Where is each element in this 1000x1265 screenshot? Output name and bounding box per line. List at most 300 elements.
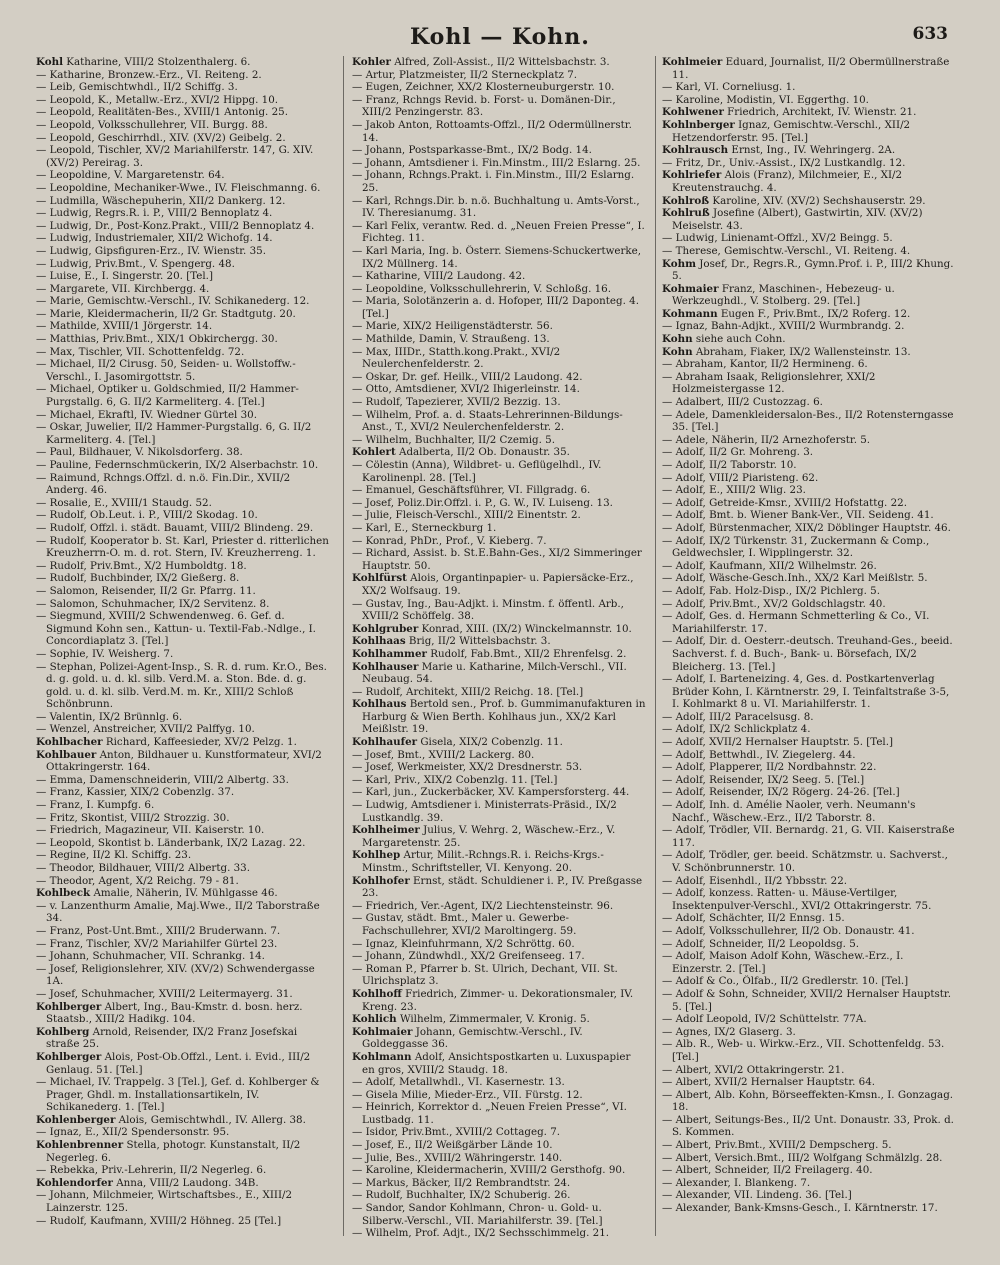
entry-text: — Emanuel, Geschäftsführer, VI. Fillgradg. 6. bbox=[352, 484, 591, 497]
entry-surname: Kohn bbox=[662, 345, 693, 358]
directory-entry bbox=[352, 547, 646, 572]
directory-entry bbox=[36, 1189, 330, 1214]
entry-surname: Kohlmeier bbox=[662, 56, 723, 68]
directory-entry bbox=[352, 1164, 646, 1177]
directory-entry bbox=[36, 1051, 330, 1076]
entry-text: — Adolf, Bürstenmacher, XIX/2 Döblinger Hauptstr. 46. bbox=[662, 521, 951, 534]
entry-text: Anna, VIII/2 Laudong. 34B. bbox=[116, 1176, 259, 1189]
directory-entry bbox=[352, 572, 646, 597]
entry-text: — Rudolf, Ob.Leut. i. P., VIII/2 Skodag. 10. bbox=[36, 509, 258, 522]
entry-text: — Adolf, Plapperer, II/2 Nordbahnstr. 22. bbox=[662, 761, 877, 774]
directory-entry bbox=[352, 383, 646, 396]
entry-surname: Kohlbeck bbox=[36, 887, 91, 900]
directory-entry bbox=[352, 484, 646, 497]
entry-text: Amalie, Näherin, IV. Mühlgasse 46. bbox=[93, 887, 278, 900]
entry-text: Josefine (Albert), Gastwirtin, XIV. (XV/2) Meiselstr. 43. bbox=[672, 207, 923, 232]
entry-text: Gisela, XIX/2 Cobenzlg. 11. bbox=[420, 736, 563, 749]
entry-text: — Adolf, Reisender, IX/2 Seeg. 5. [Tel.] bbox=[662, 773, 865, 786]
entry-text: — Adolf, IX/2 Schlickplatz 4. bbox=[662, 723, 811, 736]
column-divider bbox=[343, 56, 344, 1236]
entry-text: — Albert, XVII/2 Hernalser Hauptstr. 64. bbox=[662, 1076, 876, 1089]
directory-entry bbox=[36, 824, 330, 837]
entry-text: Karoline, XIV. (XV/2) Sechshauserstr. 29. bbox=[712, 194, 926, 207]
directory-entry bbox=[352, 522, 646, 535]
entry-surname: Kohlhaas bbox=[352, 635, 406, 648]
entry-text: Abraham, Fiaker, IX/2 Wallensteinstr. 13. bbox=[695, 345, 911, 358]
directory-entry bbox=[36, 446, 330, 459]
directory-entry bbox=[662, 396, 956, 409]
directory-entry bbox=[36, 535, 330, 560]
entry-text: — Adolf Leopold, IV/2 Schüttelstr. 77A. bbox=[662, 1013, 867, 1026]
entry-text: — Karl, Priv., XIX/2 Cobenzlg. 11. [Tel.] bbox=[352, 773, 558, 786]
entry-text: — Adolf, IX/2 Türkenstr. 31, Zuckermann & Comp., Geldwechsler, I. Wipplingerstr. 32. bbox=[662, 534, 930, 560]
entry-text: — Marie, Kleidermacherin, II/2 Gr. Stadtgutg. 20. bbox=[36, 307, 296, 320]
entry-text: Rudolf, Fab.Bmt., XII/2 Ehrenfelsg. 2. bbox=[430, 647, 627, 660]
entry-surname: Kohm bbox=[662, 257, 696, 270]
directory-entry bbox=[352, 938, 646, 951]
directory-entry bbox=[662, 1189, 956, 1202]
directory-entry bbox=[36, 346, 330, 359]
directory-entry bbox=[36, 900, 330, 925]
entry-surname: Kohlmaier bbox=[352, 1025, 413, 1038]
entry-text: — Rudolf, Buchbinder, IX/2 Gießerg. 8. bbox=[36, 572, 240, 585]
directory-entry bbox=[662, 761, 956, 774]
directory-entry bbox=[662, 497, 956, 510]
entry-text: — Johann, Schuhmacher, VII. Schrankg. 14. bbox=[36, 950, 265, 963]
directory-entry bbox=[662, 610, 956, 635]
entry-text: — Ludwig, Dr., Post-Konz.Prakt., VIII/2 Bennoplatz 4. bbox=[36, 219, 315, 232]
directory-entry bbox=[36, 862, 330, 875]
directory-entry bbox=[352, 270, 646, 283]
directory-entry bbox=[662, 711, 956, 724]
directory-entry bbox=[662, 169, 956, 194]
entry-text: — Pauline, Federnschmückerin, IX/2 Alserbachstr. 10. bbox=[36, 459, 319, 471]
entry-text: — Salomon, Schuhmacher, IX/2 Servitenz. 8. bbox=[36, 597, 270, 610]
entry-text: — Rudolf, Priv.Bmt., X/2 Humboldtg. 18. bbox=[36, 559, 247, 572]
entry-text: — Adolf, Bettwhdl., IV. Ziegelerg. 44. bbox=[662, 748, 856, 761]
entry-text: — Roman P., Pfarrer b. St. Ulrich, Dechant, VII. St. Ulrichsplatz 3. bbox=[352, 962, 618, 988]
entry-text: — Josef, Religionslehrer, XIV. (XV/2) Schwendergasse 1A. bbox=[36, 962, 315, 988]
entry-text: — Adalbert, III/2 Custozzag. 6. bbox=[662, 396, 823, 409]
entry-text: — Franz, Post-Unt.Bmt., XIII/2 Bruderwann. 7. bbox=[36, 924, 281, 937]
directory-entry bbox=[662, 1114, 956, 1139]
directory-entry bbox=[352, 220, 646, 245]
directory-entry bbox=[662, 484, 956, 497]
entry-text: — Konrad, PhDr., Prof., V. Kieberg. 7. bbox=[352, 534, 547, 547]
entry-text: — Heinrich, Korrektor d. „Neuen Freien Presse“, VI. Lustbadg. 11. bbox=[352, 1101, 627, 1126]
entry-text: Bertold sen., Prof. b. Gummimanufakturen in Harburg & Wien Berth. Kohlhaus jun., XX/2 Karl Meißlstr. 19. bbox=[362, 698, 646, 736]
entry-text: — Fritz, Dr., Univ.-Assist., IX/2 Lustkandlg. 12. bbox=[662, 156, 906, 169]
entry-text: — Josef, E., II/2 Weißgärber Lände 10. bbox=[352, 1139, 553, 1152]
directory-entry bbox=[352, 144, 646, 157]
entry-surname: Kohlheimer bbox=[352, 824, 420, 837]
entry-text: — Artur, Platzmeister, II/2 Sterneckplatz 7. bbox=[352, 68, 578, 81]
entry-text: Eduard, Journalist, II/2 Obermüllnerstraße 11. bbox=[672, 56, 950, 81]
entry-text: — Oskar, Dr. gef. Heilk., VIII/2 Laudong. 42. bbox=[352, 370, 583, 383]
entry-text: — Adolf, Volksschullehrer, II/2 Ob. Donaustr. 41. bbox=[662, 924, 915, 937]
directory-entry bbox=[662, 912, 956, 925]
directory-entry bbox=[36, 585, 330, 598]
entry-text: Albert, Ing., Bau-Kmstr. d. bosn. herz. Staatsb., XIII/2 Hadikg. 104. bbox=[46, 1000, 303, 1026]
directory-entry bbox=[662, 673, 956, 711]
entry-text: — Wenzel, Anstreicher, XVII/2 Palffyg. 10. bbox=[36, 723, 255, 736]
entry-text: — Ludwig, Amtsdiener i. Ministerrats-Präsid., IX/2 Lustkandlg. 39. bbox=[352, 799, 617, 824]
entry-text: — Johann, Rchngs.Prakt. i. Fin.Minstm., III/2 Eslarng. 25. bbox=[352, 169, 635, 194]
entry-surname: Kohlberger bbox=[36, 1000, 102, 1013]
directory-entry bbox=[662, 1038, 956, 1063]
entry-text: — Marie, XIX/2 Heiligenstädterstr. 56. bbox=[352, 320, 553, 333]
entry-surname: Kohlich bbox=[352, 1013, 397, 1026]
directory-entry bbox=[36, 849, 330, 862]
directory-entry bbox=[662, 950, 956, 975]
entry-text: — Isidor, Priv.Bmt., XVIII/2 Cottageg. 7. bbox=[352, 1126, 561, 1139]
entry-text: — Max, Tischler, VII. Schottenfeldg. 72. bbox=[36, 345, 245, 358]
entry-text: — Adolf, III/2 Paracelsusg. 8. bbox=[662, 710, 814, 723]
directory-entry bbox=[662, 308, 956, 321]
entry-text: Alfred, Zoll-Assist., II/2 Wittelsbachstr. 3. bbox=[394, 56, 610, 68]
directory-entry bbox=[662, 875, 956, 888]
entry-text: — Richard, Assist. b. St.E.Bahn-Ges., XI/2 Simmeringer Hauptstr. 50. bbox=[352, 547, 642, 572]
entry-text: — Therese, Gemischtw.-Verschl., VI. Reiteng. 4. bbox=[662, 244, 911, 257]
directory-entry bbox=[36, 270, 330, 283]
entry-text: Alois, Gemischtwhdl., IV. Allerg. 38. bbox=[118, 1113, 306, 1126]
entry-text: — Adolf, II/2 Gr. Mohreng. 3. bbox=[662, 446, 814, 459]
directory-entry bbox=[36, 358, 330, 383]
entry-text: — Adolf, XVII/2 Hernalser Hauptstr. 5. [Tel.] bbox=[662, 736, 894, 749]
directory-entry bbox=[36, 295, 330, 308]
entry-text: — Adolf, Priv.Bmt., XV/2 Goldschlagstr. 40. bbox=[662, 597, 886, 610]
directory-entry bbox=[662, 635, 956, 673]
directory-entry bbox=[662, 799, 956, 824]
entry-text: — Theodor, Bildhauer, VIII/2 Albertg. 33. bbox=[36, 862, 250, 874]
directory-entry bbox=[662, 509, 956, 522]
directory-entry bbox=[662, 975, 956, 988]
entry-text: — Karl, VI. Corneliusg. 1. bbox=[662, 81, 796, 94]
entry-text: — Adele, Näherin, II/2 Arnezhoferstr. 5. bbox=[662, 433, 871, 446]
entry-text: — Alb. R., Web- u. Wirkw.-Erz., VII. Schottenfeldg. 53. [Tel.] bbox=[662, 1038, 945, 1063]
entry-text: Franz, Maschinen-, Hebezeug- u. Werkzeughdl., V. Stolberg. 29. [Tel.] bbox=[672, 282, 895, 308]
directory-entry bbox=[662, 585, 956, 598]
directory-entry bbox=[662, 572, 956, 585]
directory-entry bbox=[662, 320, 956, 333]
entry-surname: Kohlenbrenner bbox=[36, 1139, 124, 1152]
directory-entry bbox=[662, 283, 956, 308]
directory-entry bbox=[36, 988, 330, 1001]
entry-text: — Ludwig, Linienamt-Offzl., XV/2 Beingg. 5. bbox=[662, 232, 893, 245]
directory-entry bbox=[662, 1152, 956, 1165]
directory-entry bbox=[662, 119, 956, 144]
entry-text: — Maria, Solotänzerin a. d. Hofoper, III/2 Daponteg. 4. [Tel.] bbox=[352, 295, 639, 320]
directory-entry bbox=[36, 472, 330, 497]
entry-text: — Cölestin (Anna), Wildbret- u. Geflügelhdl., IV. Karolinenpl. 28. [Tel.] bbox=[352, 459, 602, 484]
entry-text: — Adolf, Fab. Holz-Disp., IX/2 Pichlerg. 5. bbox=[662, 584, 881, 597]
entry-text: — Theodor, Agent, X/2 Reichg. 79 - 81. bbox=[36, 874, 239, 887]
directory-entry bbox=[352, 1202, 646, 1227]
entry-text: Richard, Kaffeesieder, XV/2 Pelzg. 1. bbox=[105, 736, 297, 749]
entry-surname: Kohlberger bbox=[36, 1050, 102, 1063]
entry-text: — Leopold, Geschirrhdl., XIV. (XV/2) Geibelg. 2. bbox=[36, 131, 286, 144]
directory-entry bbox=[352, 459, 646, 484]
directory-entry bbox=[352, 1089, 646, 1102]
entry-text: — Wilhelm, Prof. a. d. Staats-Lehrerinnen-Bildungs-Anst., T., XVI/2 Neulerchenfelderstr. 2. bbox=[352, 408, 623, 434]
entry-text: Adalberta, II/2 Ob. Donaustr. 35. bbox=[399, 446, 570, 459]
directory-entry bbox=[36, 245, 330, 258]
entry-text: — Friedrich, Ver.-Agent, IX/2 Liechtensteinstr. 96. bbox=[352, 899, 614, 912]
entry-text: Friedrich, Zimmer- u. Dekorationsmaler, IV. Kreng. 23. bbox=[362, 987, 634, 1013]
directory-entry bbox=[662, 195, 956, 208]
directory-entry bbox=[352, 686, 646, 699]
directory-entry bbox=[36, 232, 330, 245]
entry-text: — Karoline, Kleidermacherin, XVIII/2 Gersthofg. 90. bbox=[352, 1164, 626, 1177]
entry-text: — Adolf, Inh. d. Amélie Naoler, verh. Neumann's Nachf., Wäschew.-Erz., II/2 Taborstr. 8. bbox=[662, 799, 916, 824]
entry-surname: Kohlhoff bbox=[352, 987, 402, 1000]
directory-entry bbox=[352, 320, 646, 333]
directory-entry bbox=[352, 396, 646, 409]
directory-entry bbox=[352, 283, 646, 296]
entry-text: — Albert, XVI/2 Ottakringerstr. 21. bbox=[662, 1063, 845, 1076]
directory-entry bbox=[36, 749, 330, 774]
directory-entry bbox=[352, 875, 646, 900]
directory-entry bbox=[352, 900, 646, 913]
directory-entry bbox=[352, 623, 646, 636]
directory-entry bbox=[352, 950, 646, 963]
entry-text: Anton, Bildhauer u. Kunstformateur, XVI/2 Ottakringerstr. 164. bbox=[46, 748, 322, 774]
directory-entry bbox=[662, 245, 956, 258]
entry-text: — Wilhelm, Buchhalter, II/2 Czemig. 5. bbox=[352, 433, 555, 446]
entry-surname: Kohlhaufer bbox=[352, 736, 418, 749]
directory-entry bbox=[662, 1013, 956, 1026]
directory-entry bbox=[352, 963, 646, 988]
entry-text: Eugen F., Priv.Bmt., IX/2 Roferg. 12. bbox=[720, 307, 911, 320]
directory-entry bbox=[36, 837, 330, 850]
directory-entry bbox=[662, 346, 956, 359]
entry-text: — Leib, Gemischtwhdl., II/2 Schiffg. 3. bbox=[36, 81, 238, 94]
entry-text: siehe auch Cohn. bbox=[695, 333, 786, 346]
entry-text: — Johann, Postsparkasse-Bmt., IX/2 Bodg. 14. bbox=[352, 144, 592, 157]
directory-entry bbox=[352, 509, 646, 522]
directory-entry bbox=[36, 1215, 330, 1228]
directory-entry bbox=[36, 94, 330, 107]
entry-text: — Mathilde, XVIII/1 Jörgerstr. 14. bbox=[36, 320, 213, 333]
directory-entry bbox=[36, 283, 330, 296]
directory-entry bbox=[352, 1126, 646, 1139]
entry-text: Josef, Dr., Regrs.R., Gymn.Prof. i. P., III/2 Khung. 5. bbox=[672, 257, 954, 283]
entry-text: Friedrich, Architekt, IV. Wienstr. 21. bbox=[727, 106, 917, 119]
directory-entry bbox=[36, 711, 330, 724]
directory-entry bbox=[662, 560, 956, 573]
directory-entry bbox=[36, 887, 330, 900]
directory-entry bbox=[352, 1051, 646, 1076]
entry-text: — Alexander, VII. Lindeng. 36. [Tel.] bbox=[662, 1189, 852, 1202]
directory-entry bbox=[36, 459, 330, 472]
directory-entry bbox=[36, 119, 330, 132]
entry-text: — Valentin, IX/2 Brünnlg. 6. bbox=[36, 710, 183, 723]
directory-entry bbox=[352, 786, 646, 799]
entry-text: — Adolf, Trödler, ger. beeid. Schätzmstr. u. Sachverst., V. Schönbrunnerstr. 10. bbox=[662, 849, 948, 874]
entry-text: — Katharine, Bronzew.-Erz., VI. Reiteng. 2. bbox=[36, 68, 262, 81]
entry-text: — Alexander, Bank-Kmsns-Gesch., I. Kärntnerstr. 17. bbox=[662, 1202, 938, 1215]
running-head: Kohl — Kohn. bbox=[410, 24, 590, 50]
directory-entry bbox=[352, 598, 646, 623]
entry-text: — Ludwig, Regrs.R. i. P., VIII/2 Bennoplatz 4. bbox=[36, 207, 273, 220]
entry-text: — Franz, I. Kumpfg. 6. bbox=[36, 799, 155, 812]
directory-entry bbox=[662, 786, 956, 799]
entry-text: — Regine, II/2 Kl. Schiffg. 23. bbox=[36, 849, 192, 862]
directory-entry bbox=[352, 635, 646, 648]
entry-text: — Abraham, Kantor, II/2 Hermineng. 6. bbox=[662, 358, 868, 371]
directory-entry bbox=[36, 207, 330, 220]
directory-entry bbox=[352, 1026, 646, 1051]
entry-text: — Ludmilla, Wäschepuherin, XII/2 Dankerg. 12. bbox=[36, 194, 286, 207]
entry-text: — Leopold, K., Metallw.-Erz., XVI/2 Hippg. 10. bbox=[36, 93, 279, 106]
entry-surname: Kohlenberger bbox=[36, 1113, 116, 1126]
entry-surname: Kohlert bbox=[352, 446, 396, 459]
entry-text: — Michael, Optiker u. Goldschmied, II/2 Hammer-Purgstallg. 6, G. II/2 Karmeliterg. 4. [Tel.] bbox=[36, 383, 299, 409]
entry-text: Konrad, XIII. (IX/2) Winckelmannstr. 10. bbox=[421, 622, 632, 635]
directory-entry bbox=[352, 346, 646, 371]
page-number: 633 bbox=[912, 24, 948, 44]
directory-entry bbox=[352, 749, 646, 762]
directory-entry bbox=[352, 535, 646, 548]
entry-text: — Leopoldine, Volksschullehrerin, V. Schloßg. 16. bbox=[352, 282, 612, 295]
directory-entry bbox=[662, 723, 956, 736]
entry-text: — Adolf, I. Barteneizing. 4, Ges. d. Postkartenverlag Brüder Kohn, I. Kärntnerstr. 29, I. Teinfaltstraße 3-5, I. Kohlmarkt 8 u. VI. Mariahilferstr. 1. bbox=[662, 673, 950, 711]
directory-entry bbox=[662, 1064, 956, 1077]
entry-surname: Kohl bbox=[36, 56, 63, 68]
entry-text: — Albert, Seitungs-Bes., II/2 Unt. Donaustr. 33, Prok. d. S. Kommen. bbox=[662, 1113, 954, 1139]
entry-surname: Kohlhep bbox=[352, 849, 401, 862]
entry-text: — Ignaz, Bahn-Adjkt., XVIII/2 Wurmbrandg. 2. bbox=[662, 320, 905, 333]
entry-text: — Max, IIIDr., Statth.kong.Prakt., XVI/2 Neulerchenfelderstr. 2. bbox=[352, 345, 561, 371]
directory-entry bbox=[662, 409, 956, 434]
entry-text: — Katharine, VIII/2 Laudong. 42. bbox=[352, 270, 526, 283]
directory-entry bbox=[36, 308, 330, 321]
directory-entry bbox=[36, 812, 330, 825]
entry-text: — Johann, Amtsdiener i. Fin.Minstm., III/2 Eslarng. 25. bbox=[352, 156, 641, 169]
entry-text: — Josef, Schuhmacher, XVIII/2 Leitermayerg. 31. bbox=[36, 987, 293, 1000]
directory-entry bbox=[662, 774, 956, 787]
entry-text: — Julie, Bes., XVIII/2 Währingerstr. 140. bbox=[352, 1151, 563, 1164]
entry-surname: Kohlberg bbox=[36, 1025, 90, 1038]
entry-surname: Kohlhammer bbox=[352, 647, 427, 660]
entry-text: Wilhelm, Zimmermaler, V. Kronig. 5. bbox=[399, 1013, 590, 1026]
entry-text: Adolf, Ansichtspostkarten u. Luxuspapier en gros, XVIII/2 Staudg. 18. bbox=[362, 1050, 631, 1076]
directory-entry bbox=[662, 925, 956, 938]
entry-text: — Matthias, Priv.Bmt., XIX/1 Obkirchergg. 30. bbox=[36, 333, 278, 346]
entry-text: — Salomon, Reisender, II/2 Gr. Pfarrg. 11. bbox=[36, 584, 256, 597]
directory-entry bbox=[662, 358, 956, 371]
entry-text: — Ludwig, Gipsfiguren-Erz., IV. Wienstr. 35. bbox=[36, 244, 266, 257]
directory-entry bbox=[662, 598, 956, 611]
entry-text: — Adolf, Schächter, II/2 Ennsg. 15. bbox=[662, 912, 845, 925]
directory-entry bbox=[662, 1202, 956, 1215]
directory-entry bbox=[352, 698, 646, 736]
entry-text: — Adolf, Maison Adolf Kohn, Wäschew.-Erz., I. Einzerstr. 2. [Tel.] bbox=[662, 950, 904, 975]
directory-entry bbox=[352, 169, 646, 194]
entry-text: — Alexander, I. Blankeng. 7. bbox=[662, 1176, 811, 1189]
directory-entry bbox=[352, 1227, 646, 1240]
directory-entry bbox=[662, 94, 956, 107]
directory-entry bbox=[36, 799, 330, 812]
entry-text: — Adolf, Kaufmann, XII/2 Wilhelmstr. 26. bbox=[662, 559, 877, 572]
entry-surname: Kohlhofer bbox=[352, 874, 410, 887]
entry-text: — Michael, Ekraftl, IV. Wiedner Gürtel 30. bbox=[36, 408, 257, 421]
entry-text: — Rebekka, Priv.-Lehrerin, II/2 Negerleg. 6. bbox=[36, 1164, 267, 1177]
entry-text: — Rudolf, Architekt, XIII/2 Reichg. 18. [Tel.] bbox=[352, 685, 584, 698]
entry-text: — Luise, E., I. Singerstr. 20. [Tel.] bbox=[36, 270, 213, 283]
entry-text: — Franz, Tischler, XV/2 Mariahilfer Gürtel 23. bbox=[36, 937, 278, 950]
entry-text: — Ludwig, Industriemaler, XII/2 Wichofg. 14. bbox=[36, 232, 273, 245]
directory-entry bbox=[662, 1177, 956, 1190]
entry-text: — Josef, Werkmeister, XX/2 Dresdnerstr. 53. bbox=[352, 761, 583, 774]
entry-text: — Adolf & Co., Ölfab., II/2 Gredlerstr. 10. [Tel.] bbox=[662, 975, 909, 988]
directory-column-3 bbox=[662, 56, 956, 1251]
directory-entry bbox=[36, 1001, 330, 1026]
entry-text: — Leopold, Tischler, XV/2 Mariahilferstr. 147, G. XIV. (XV/2) Pereirag. 3. bbox=[36, 144, 314, 169]
entry-surname: Kohlfürst bbox=[352, 572, 407, 585]
entry-text: — Sandor, Sandor Kohlmann, Chron- u. Gold- u. Silberw.-Verschl., VII. Mariahilferstr. 39. [Tel.] bbox=[352, 1202, 603, 1227]
entry-text: — Adolf, E., XIII/2 Wlig. 23. bbox=[662, 484, 806, 497]
entry-surname: Kohlnberger bbox=[662, 118, 735, 131]
entry-text: Stella, photogr. Kunstanstalt, II/2 Negerleg. 6. bbox=[46, 1139, 301, 1164]
directory-entry bbox=[36, 56, 330, 69]
directory-entry bbox=[36, 383, 330, 408]
directory-entry bbox=[36, 963, 330, 988]
directory-entry bbox=[662, 446, 956, 459]
entry-text: — Johann, Zündwhdl., XX/2 Greifenseeg. 17. bbox=[352, 950, 585, 963]
directory-entry bbox=[352, 1177, 646, 1190]
entry-text: Alois, Post-Ob.Offzl., Lent. i. Evid., III/2 Genlaug. 51. [Tel.] bbox=[46, 1050, 311, 1076]
entry-text: — Adolf, Wäsche-Gesch.Inh., XX/2 Karl Meißlstr. 5. bbox=[662, 572, 928, 585]
directory-entry bbox=[36, 1164, 330, 1177]
directory-entry bbox=[36, 182, 330, 195]
directory-entry bbox=[662, 988, 956, 1013]
entry-text: — Raimund, Rchngs.Offzl. d. n.ö. Fin.Dir., XVII/2 Anderg. 46. bbox=[36, 471, 291, 497]
directory-entry bbox=[36, 1114, 330, 1127]
entry-surname: Kohlbacher bbox=[36, 736, 103, 749]
directory-entry bbox=[36, 258, 330, 271]
entry-text: — Gustav, städt. Bmt., Maler u. Gewerbe-Fachschullehrer, XVI/2 Maroltingerg. 59. bbox=[352, 912, 577, 937]
entry-text: — Ludwig, Priv.Bmt., V. Spengerg. 48. bbox=[36, 257, 235, 270]
directory-entry bbox=[352, 295, 646, 320]
directory-entry bbox=[352, 1139, 646, 1152]
entry-text: Alois (Franz), Milchmeier, E., XI/2 Kreutenstrauchg. 4. bbox=[672, 169, 903, 194]
directory-entry bbox=[36, 774, 330, 787]
directory-entry bbox=[36, 925, 330, 938]
entry-text: Brig, II/2 Wittelsbachstr. 3. bbox=[408, 635, 551, 648]
entry-text: — Adolf & Sohn, Schneider, XVII/2 Hernalser Hauptstr. 5. [Tel.] bbox=[662, 987, 951, 1013]
entry-surname: Kohlbauer bbox=[36, 748, 97, 761]
entry-text: — Adele, Damenkleidersalon-Bes., II/2 Rotensterngasse 35. [Tel.] bbox=[662, 408, 954, 434]
entry-surname: Kohmaier bbox=[662, 282, 719, 295]
entry-text: — Leopold, Realitäten-Bes., XVIII/1 Antonig. 25. bbox=[36, 106, 288, 119]
entry-text: — Rudolf, Buchhalter, IX/2 Schuberig. 26. bbox=[352, 1189, 571, 1202]
entry-text: — Josef, Bmt., XVIII/2 Lackerg. 80. bbox=[352, 748, 535, 761]
entry-surname: Kohmann bbox=[662, 307, 718, 320]
entry-surname: Kohlrausch bbox=[662, 144, 729, 157]
entry-text: — Leopoldine, Mechaniker-Wwe., IV. Fleischmanng. 6. bbox=[36, 181, 321, 194]
directory-entry bbox=[352, 81, 646, 94]
entry-text: — Josef, Poliz.Dir.Offzl. i. P., G. W., IV. Luiseng. 13. bbox=[352, 496, 613, 509]
entry-text: — Mathilde, Damin, V. Straußeng. 13. bbox=[352, 333, 550, 346]
directory-entry bbox=[36, 132, 330, 145]
entry-text: — Adolf, Ges. d. Hermann Schmetterling & Co., VI. Mariahilferstr. 17. bbox=[662, 610, 930, 635]
entry-text: — Adolf, Trödler, VII. Bernardg. 21, G. VII. Kaiserstraße 117. bbox=[662, 824, 955, 849]
directory-entry bbox=[36, 560, 330, 573]
entry-text: — Franz, Rchngs Revid. b. Forst- u. Domänen-Dir., XIII/2 Penzingerstr. 83. bbox=[352, 93, 616, 119]
directory-entry bbox=[662, 258, 956, 283]
entry-text: — Karl Maria, Ing. b. Österr. Siemens-Schuckertwerke, IX/2 Müllnerg. 14. bbox=[352, 244, 642, 270]
